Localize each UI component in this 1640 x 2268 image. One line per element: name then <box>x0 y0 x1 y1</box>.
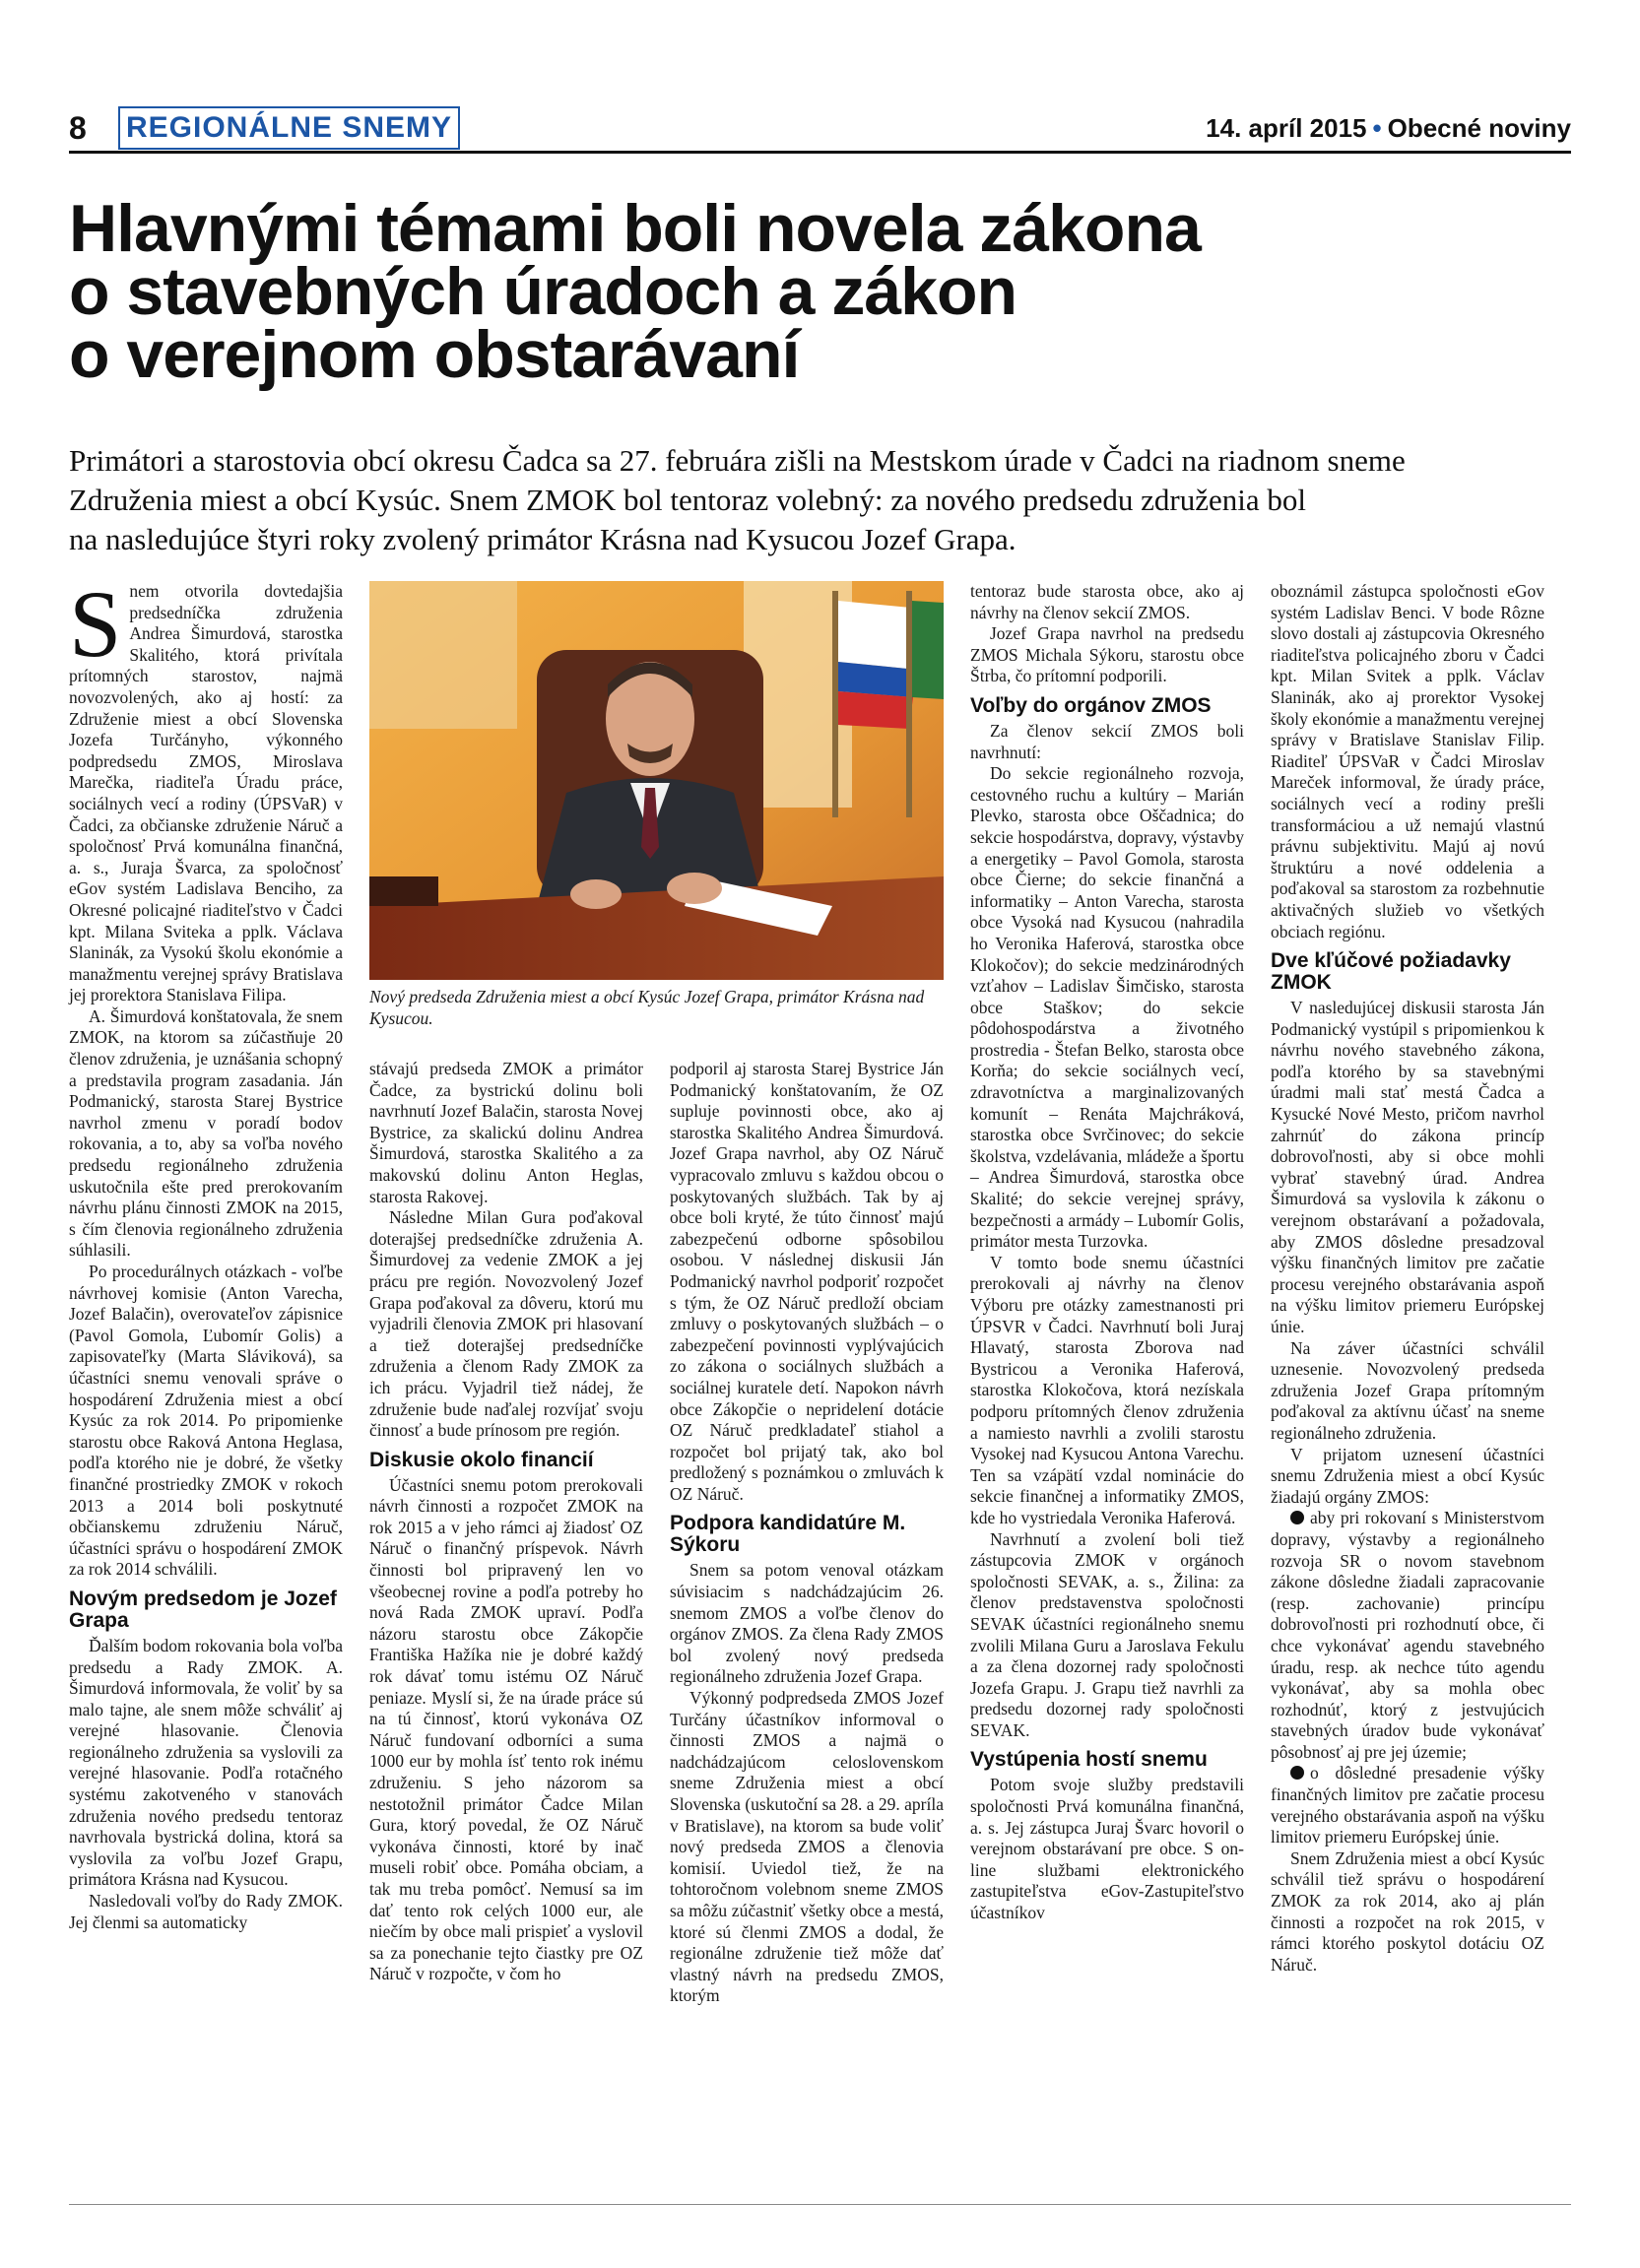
section-label: REGIONÁLNE SNEMY <box>118 106 460 150</box>
paragraph: Snem sa potom venoval otázkam súvisiacim s nadchádzajúcim 26. snemom ZMOS a voľbe členov do orgánov ZMOS. Za člena Rady ZMOS bol zvolený nový predseda regionálneho združenia Jozef Grapa. <box>670 1560 944 1687</box>
page-number: 8 <box>69 110 87 146</box>
photo-caption: Nový predseda Združenia miest a obcí Kysúc Jozef Grapa, primátor Krásna nad Kysucou. <box>369 987 925 1028</box>
paragraph: Snem otvorila dovtedajšia predsedníčka združenia Andrea Šimurdová, starostka Skalitého, ktorá privítala prítomných starostov, najmä novozvolených, ako aj hostí: za Združenie miest a obcí Slovenska Jozefa Turčányho, výkonného podpredsedu ZMOS, Miroslava Marečka, riaditeľa Úradu práce, sociálnych vecí a rodiny (ÚPSVaR) v Čadci, za občianske združenie Náruč a spoločnosť Prvá komunálna finančná, a. s., Juraja Švarca, za spoločnosť eGov systém Ladislava Benciho, za Okresné policajné riaditeľstvo v Čadci kpt. Milana Sviteka a pplk. Václava Slaninák, za Vysokú školu ekonómie a manažmentu verejnej správy Bratislava jej prorektora Stanislava Filipa. <box>69 571 343 1005</box>
article-column-3 <box>670 1059 944 2007</box>
paragraph: Nasledovali voľby do Rady ZMOK. Jej členmi sa automaticky <box>69 1891 343 1932</box>
issue-info <box>1206 106 1571 150</box>
lead-line: Primátori a starostovia obcí okresu Čadca sa 27. februára zišli na Mestskom úrade v Čadci na riadnom sneme <box>69 443 1406 478</box>
paragraph: Účastníci snemu potom prerokovali návrh činnosti a rozpočet ZMOK na rok 2015 a v jeho rámci aj žiadosť OZ Náruč o finančný príspevok. Návrh činnosti bol pripravený len vo všeobecnej rovine a podľa potreby ho nová Rada ZMOK upraví. Podľa názoru starostu obce Zákopčie Františka Hažíka nie je dobré každý rok dávať tomu istému OZ Náruč peniaze. Myslí si, že na úrade práce sú na tú činnosť, ktorú vykonáva OZ Náruč fundovaní odborníci a suma 1000 eur by mohla ísť tento rok inému združeniu. S jeho názorom sa nestotožnil primátor Čadce Milan Gura, ktorý povedal, že OZ Náruč vykonáva činnosti, ktoré by inač museli robiť obce. Pomáha obciam, a tak mu treba pomôcť. Nemusí sa im dať tento rok celých 1000 eur, ale niečím by obce mali prispieť a vyslovil sa za ponechanie tejto čiastky pre OZ Náruč v rozpočte, v čom ho <box>369 1474 643 1984</box>
article-column-2 <box>369 1059 643 1985</box>
article-column-5 <box>1271 581 1544 1976</box>
paragraph: V prijatom uznesení účastníci snemu Združenia miest a obcí Kysúc žiadajú orgány ZMOS: <box>1271 1444 1544 1507</box>
page-header <box>69 106 1571 150</box>
paragraph: tentoraz bude starosta obce, ako aj návrhy na členov sekcií ZMOS. <box>970 581 1244 622</box>
subheading: Podpora kandidatúre M. Sýkoru <box>670 1512 906 1557</box>
headline-line: o stavebných úradoch a zákon <box>69 254 1017 329</box>
paragraph: Do sekcie regionálneho rozvoja, cestovného ruchu a kultúry – Marián Plevko, starosta obce Oščadnica; do sekcie hospodárstva, dopravy, výstavby a energetiky – Pavol Gomola, starosta obce Čierne; do sekcie finančná a informatiky – Anton Varecha, starosta obce Vysoká nad Kysucou (nahradila ho Veronika Haferová, starostka obce Klokočov); do sekcie medzinárodných vzťahov – Ladislav Šimčisko, starosta obce Staškov; do sekcie pôdohospodárstva a životného prostredia - Štefan Belko, starosta obce Korňa; do sekcie sociálnych vecí, zdravotníctva a marginalizovaných komunít – Renáta Majchráková, starostka obce Svrčinovec; do sekcie školstva, vzdelávania, mládeže a športu – Andrea Šimurdová, starostka obce Skalité; do sekcie verejnej správy, bezpečnosti a armády – Lubomír Golis, primátor mesta Turzovka. <box>970 763 1244 1252</box>
paragraph: podporil aj starosta Starej Bystrice Ján Podmanický konštatovaním, že OZ supluje povinnosti obce, ako aj starostka Skalitého Andrea Šimurdová. Jozef Grapa navrhol, aby OZ Náruč vypracovalo zmluvu s každou obcou o poskytovaných službách. Tak by aj obce boli kryté, že túto činnosť majú zabezpečenú odborne spôsobilou osobou. V následnej diskusii Ján Podmanický navrhol podporiť rozpočet s tým, že OZ Náruč predloží obciam zmluvy o poskytovaných službách – o zabezpečení povinnosti vyplývajúcich zo zákona o sociálnych službách a sociálnej kuratele detí. Napokon návrh obce Zákopčie o nepridelení dotácie OZ Náruč predkladateľ stiahol a rozpočet bol prijatý tak, ako bol predložený s poznámkou o zmluvách k OZ Náruč. <box>670 1059 944 1504</box>
subheading: Voľby do orgánov ZMOS <box>970 693 1212 717</box>
lead-line: na nasledujúce štyri roky zvolený primátor Krásna nad Kysucou Jozef Grapa. <box>69 522 1017 556</box>
headline-line: Hlavnými témami boli novela zákona <box>69 191 1201 266</box>
article-column-4 <box>970 581 1244 1924</box>
paragraph: V nasledujúcej diskusii starosta Ján Podmanický vystúpil s pripomienkou k návrhu nového stavebného zákona, podľa ktorého by sa stavebnými úradmi mali stať mestá Čadca a Kysucké Nové Mesto, pričom navrhol zahrnúť do zákona princíp dobrovoľnosti, aby si obce mohli vybrať stavebný úrad. Andrea Šimurdová sa vyslovila k zákonu o verejnom obstarávaní a požadovala, aby ZMOS dôsledne presadzoval výšku finančných limitov pre začatie procesu verejného obstarávania aspoň na výšku limitov priemeru Európskej únie. <box>1271 998 1544 1336</box>
subheading: Diskusie okolo financií <box>369 1448 594 1471</box>
headline-line: o verejnom obstarávaní <box>69 317 800 392</box>
paragraph: Ďalším bodom rokovania bola voľba predsedu a Rady ZMOK. A. Šimurdová informovala, že voliť by sa malo tajne, ale snem môže schváliť aj verejné hlasovanie. Členovia regionálneho združenia sa vyslovili za verejné hlasovanie. Podľa rotačného systému zakotveného v stanovách združenia nového predsedu tentoraz navrhovala bystrická dolina, ktorá sa vyslovila za voľbu Jozef Grapu, primátora Krásna nad Kysucou. <box>69 1635 343 1890</box>
drop-cap: S <box>69 571 122 677</box>
photo-illustration <box>369 581 944 980</box>
header-rule <box>69 151 1571 154</box>
paragraph: V tomto bode snemu účastníci prerokovali aj návrhy na členov Výboru pre otázky zamestnanosti pri ÚPSVR v Čadci. Navrhnutí boli Juraj Hlavatý, starosta Zborova nad Bystricou a Veronika Haferová, starostka Klokočova, ktorá nezískala podporu prítomných členov združenia a namiesto navrhli a zvolili starostu Vysokej nad Kysucou Antona Varechu. Ten sa vzápätí vzdal nominácie do sekcie finančnej a informatiky ZMOS, kde ho vystriedala Veronika Haferová. <box>970 1252 1244 1527</box>
article-headline <box>69 191 1576 392</box>
paragraph: Potom svoje služby predstavili spoločnosti Prvá komunálna finančná, a. s. Jej zástupca Juraj Švarc hovoril o verejnom obstarávaní pre obce. S on-line službami elektronického zastupiteľstva eGov-Zastupiteľstvo účastníkov <box>970 1775 1244 1923</box>
bullet-icon <box>1290 1766 1304 1780</box>
subheading: Novým predsedom je Jozef Grapa <box>69 1587 337 1632</box>
paragraph: Snem Združenia miest a obcí Kysúc schválil tiež správu o hospodárení ZMOK za rok 2014, ako aj plán činnosti a rozpočet na rok 2015, v rámci ktorého poskytol dotáciu OZ Náruč. <box>1271 1847 1544 1975</box>
paragraph: oboznámil zástupca spoločnosti eGov systém Ladislav Benci. V bode Rôzne slovo dostali aj zástupcovia Okresného riaditeľstva policajného zboru v Čadci kpt. Milan Svitek a pplk. Václav Slaninák, ako aj prorektor Vysokej školy ekonómie a manažmentu verejnej správy v Bratislave Stanislav Filip. Riaditeľ ÚPSVaR v Čadci Miroslav Mareček informoval, že úrady práce, sociálnych vecí a rodiny prešli transformáciou a už nemajú vlastnú právnu subjektivitu. Majú aj novú štruktúru a nové oddelenia a poďakoval sa starostom za rozbehnutie aktivačných služieb vo všetkých obciach regiónu. <box>1271 581 1544 941</box>
paragraph: Na záver účastníci schválil uznesenie. Novozvolený predseda združenia Jozef Grapa prítomným poďakoval za aktívnu účasť na sneme regionálneho združenia. <box>1271 1337 1544 1443</box>
bullet-icon <box>1290 1511 1304 1524</box>
article-photo <box>369 581 944 980</box>
paragraph: Výkonný podpredseda ZMOS Jozef Turčány účastníkov informoval o činnosti ZMOS a najmä o nadchádzajúcom celoslovenskom sneme Združenia miest a obcí Slovenska (uskutoční sa 28. a 29. apríla v Bratislave), na ktorom sa bude voliť nový predseda ZMOS a členovia komisií. Uviedol tiež, že na tohtoročnom volebnom sneme ZMOS sa môžu zúčastniť všetky obce a mestá, ktoré sú členmi ZMOS a dodal, že regionálne združenie tiež môže dať vlastný návrh na predsedu ZMOS, ktorým <box>670 1688 945 2006</box>
lead-line: Združenia miest a obcí Kysúc. Snem ZMOK bol tentoraz volebný: za nového predsedu združenia bol <box>69 483 1306 517</box>
paragraph: Po procedurálnych otázkach - voľbe návrhovej komisie (Anton Varecha, Jozef Balačin), overovateľov zápisnice (Pavol Gomola, Ľubomír Golis) a zapisovateľky (Marta Sláviková), sa účastníci snemu venovali správe o hospodárení Združenia miest a obcí Kysúc za rok 2014. Po pripomienke starostu obce Raková Antona Heglasa, podľa ktorého nie je dobré, že všetky finančné prostriedky ZMOK v rokoch 2013 a 2014 boli poskytnuté občianskemu združeniu Náruč, účastníci správu o hospodárení ZMOK za rok 2014 schválili. <box>69 1262 343 1580</box>
article-column-1 <box>69 571 343 1933</box>
issue-date: 14. apríl 2015 <box>1206 113 1367 143</box>
footer-rule <box>69 2204 1571 2205</box>
bullet-item: aby pri rokovaní s Ministerstvom dopravy, výstavby a regionálneho rozvoja SR o novom stavebnom zákone dôsledne žiadali zapracovanie (resp. zachovanie) princípu dobrovoľnosti pri rozhodnutí obce, či chce vykonávať agendu stavebného úradu, resp. ak nechce túto agendu vykonávať, aby sa mohla obec rozhodnúť, ktorý z jestvujúcich stavebných úradov bude vykonávať pôsobnosť aj pre jej územie; <box>1271 1508 1544 1762</box>
paragraph: Za členov sekcií ZMOS boli navrhnutí: <box>970 720 1244 762</box>
paragraph: stávajú predseda ZMOK a primátor Čadce, za bystrickú dolinu boli navrhnutí Jozef Balačin, starosta Novej Bystrice, za skalickú dolinu Andrea Šimurdová, starostka Skalitého a za makovskú dolinu Anton Heglas, starosta Rakovej. <box>369 1059 643 1206</box>
separator-dot: • <box>1372 113 1382 143</box>
paragraph: Jozef Grapa navrhol na predsedu ZMOS Michala Sýkoru, starostu obce Štrba, čo prítomní podporili. <box>970 623 1244 686</box>
paragraph: A. Šimurdová konštatovala, že snem ZMOK, na ktorom sa zúčastňuje 20 členov združenia, je uznášania schopný a predstavila program zasadania. Ján Podmanický, starosta Starej Bystrice navrhol zmenu v poradí bodov rokovania, a to, aby sa voľba nového predsedu regionálneho združenia uskutočnila ešte pred prerokovaním návrhu plánu činnosti ZMOK na 2015, s čím členovia regionálneho združenia súhlasili. <box>69 1005 343 1261</box>
subheading: Vystúpenia hostí snemu <box>970 1748 1208 1772</box>
paragraph: Navrhnutí a zvolení boli tiež zástupcovia ZMOK v orgánoch spoločnosti SEVAK, a. s., Žilina: za členov predstavenstva spoločnosti SEVAK účastníci regionálneho snemu zvolili Milana Guru a Jaroslava Fekulu a za člena dozornej rady spoločnosti Jozefa Grapu. J. Grapu tiež navrhli za predsedu dozornej rady spoločnosti SEVAK. <box>970 1528 1244 1740</box>
publication-name: Obecné noviny <box>1387 113 1571 143</box>
bullet-item: o dôsledné presadenie výšky finančných limitov pre začatie procesu verejného obstarávania aspoň na výšku limitov priemeru Európskej únie. <box>1271 1763 1544 1847</box>
paragraph: Následne Milan Gura poďakoval doterajšej predsedníčke združenia A. Šimurdovej za vedenie ZMOK a jej prácu pre región. Novozvolený Jozef Grapa poďakoval za dôveru, ktorú mu vyjadrili členovia ZMOK pri hlasovaní a tiež doterajšej predsedníčke združenia a členom Rady ZMOK za ich prácu. Vyjadril tiež nádej, že združenie bude naďalej rozvíjať svoju činnosť a bude prínosom pre región. <box>369 1207 643 1441</box>
subheading: Dve kľúčové požiadavky ZMOK <box>1271 949 1511 995</box>
article-lead <box>69 441 1576 559</box>
